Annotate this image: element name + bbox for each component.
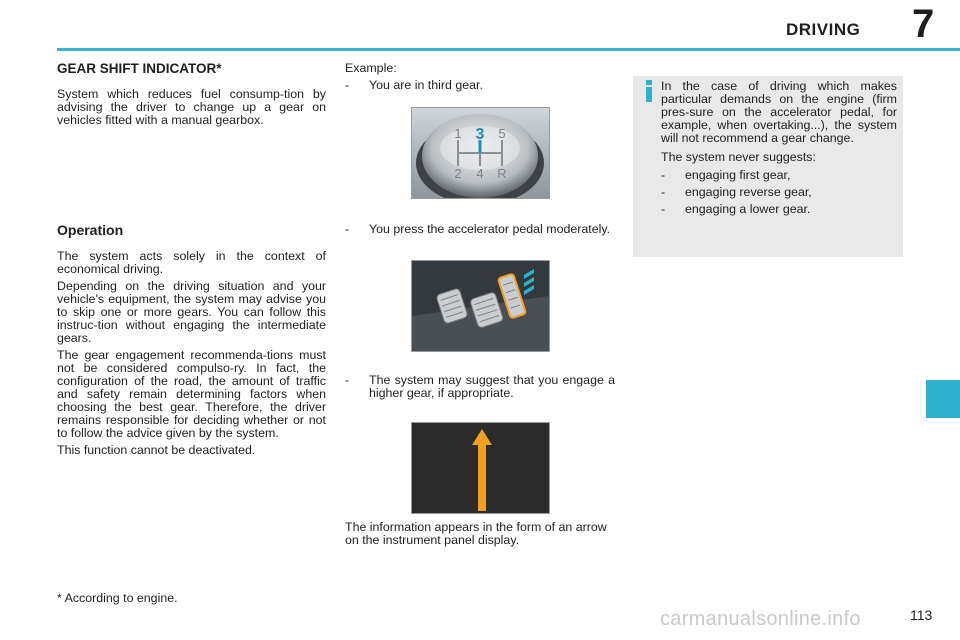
left-column (57, 62, 326, 131)
step-text: The system may suggest that you engage a higher gear, if appropriate. (369, 373, 615, 400)
pedals-graphic (412, 261, 549, 351)
bullet-dash: - (661, 202, 666, 216)
step-text: You are in third gear. (369, 78, 483, 92)
closing-block (345, 521, 617, 551)
step-three-block (345, 374, 615, 404)
info-icon (643, 80, 655, 102)
bullet-dash: - (345, 222, 350, 236)
bullet-dash: - (345, 373, 350, 387)
operation-paragraph: The gear engagement recommenda-tions must not be considered compulso-ry. In fact, the configuration of the road, the amount of traffic and safety remain determining factors when choosing the best gear. Therefore, the driver remains responsible for deciding whether or not to follow the advice given by the system. (57, 348, 326, 440)
pedals-illustration (411, 260, 550, 352)
instrument-display-illustration (411, 422, 550, 514)
header-divider (57, 48, 960, 51)
info-paragraph: The system never suggests: (661, 150, 816, 164)
info-paragraph: In the case of driving which makes particular demands on the engine (firm pres-sure on the accelerator pedal, for example, when overtaking...), the system will not recommend a gear change. (661, 79, 897, 145)
upshift-arrow-icon (412, 423, 549, 513)
bullet-dash: - (345, 78, 350, 92)
info-list-item (661, 203, 897, 216)
page-number: 113 (910, 607, 933, 623)
gear-label-1: 1 (454, 126, 462, 141)
step-text: You press the accelerator pedal moderately. (369, 222, 611, 236)
example-step (345, 223, 615, 236)
closing-text: The information appears in the form of an arrow on the instrument panel display. (345, 520, 607, 547)
chapter-side-tab (926, 380, 960, 418)
example-step (345, 79, 615, 92)
gear-label-3: 3 (475, 126, 485, 143)
example-block (345, 62, 615, 96)
gear-label-r: R (497, 166, 507, 181)
bullet-dash: - (661, 185, 666, 199)
operation-paragraph: The system acts solely in the context of economical driving. (57, 249, 326, 276)
watermark: carmanualsonline.info (660, 608, 861, 630)
chapter-title: DRIVING (786, 20, 861, 39)
section-heading: GEAR SHIFT INDICATOR* (57, 61, 222, 76)
info-item-text: engaging a lower gear. (685, 202, 811, 216)
example-label: Example: (345, 61, 397, 75)
operation-column (57, 224, 326, 461)
bullet-dash: - (661, 168, 666, 182)
info-item-text: engaging first gear, (685, 168, 791, 182)
info-content (661, 80, 897, 220)
chapter-number: 7 (912, 2, 935, 46)
info-item-text: engaging reverse gear, (685, 185, 812, 199)
step-two-block (345, 223, 615, 240)
footnote (57, 592, 326, 609)
gear-knob-graphic (412, 108, 549, 198)
operation-paragraph: This function cannot be deactivated. (57, 443, 256, 457)
gear-label-4: 4 (476, 166, 484, 181)
info-list-item (661, 169, 897, 182)
intro-paragraph: System which reduces fuel consump-tion by advising the driver to change up a gear on vehicles fitted with a manual gearbox. (57, 87, 326, 127)
gear-label-5: 5 (498, 126, 506, 141)
operation-paragraph: Depending on the driving situation and your vehicle's equipment, the system may advise you to skip one or more gears. You can follow this instruc-tion without engaging the intermediate gears. (57, 279, 326, 345)
footnote-text: * According to engine. (57, 591, 178, 605)
info-list-item (661, 186, 897, 199)
operation-heading: Operation (57, 222, 124, 238)
gear-knob-illustration (411, 107, 550, 199)
gear-label-2: 2 (454, 166, 462, 181)
example-step (345, 374, 615, 400)
